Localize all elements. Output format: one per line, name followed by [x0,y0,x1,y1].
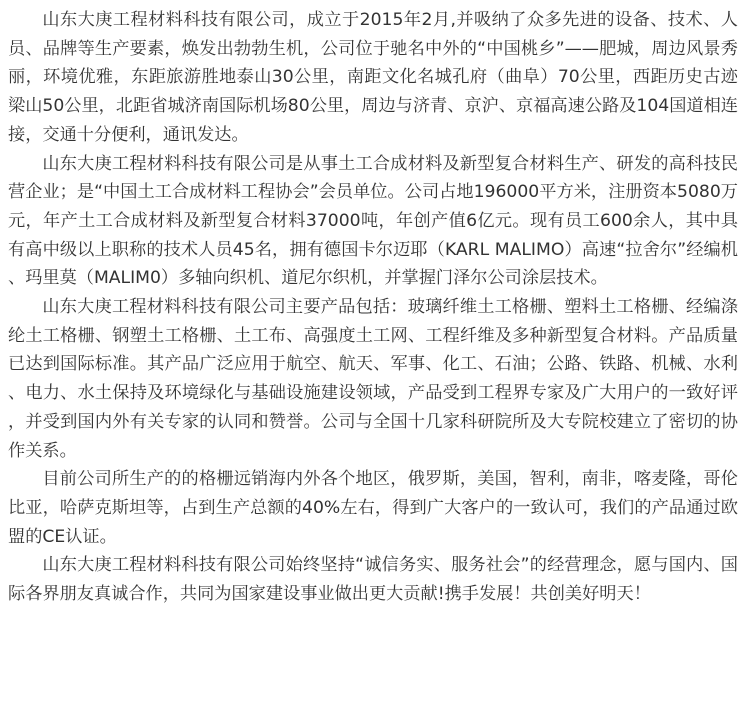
paragraph-company-founding: 山东大庚工程材料科技有限公司，成立于2015年2月,并吸纳了众多先进的设备、技术、人员、品牌等生产要素，焕发出勃勃生机，公司位于驰名中外的“中国桃乡”——肥城，周边风景秀丽，环境优雅，东距旅游胜地泰山30公里，南距文化名城孔府（曲阜）70公里，西距历史古迹梁山50公里，北距省城济南国际机场80公里，周边与济青、京沪、京福高速公路及104国道相连接，交通十分便利，通讯发达。 [8,10,738,145]
paragraph-company-business: 山东大庚工程材料科技有限公司是从事土工合成材料及新型复合材料生产、研发的高科技民营企业；是“中国土工合成材料工程协会”会员单位。公司占地196000平方米，注册资本5080万元，年产土工合成材料及新型复合材料37000吨，年创产值6亿元。现有员工600余人，其中具有高中级以上职称的技术人员45名，拥有德国卡尔迈耶（KARL MALIMO）高速“拉舍尔”经编机、玛里莫（MALIM0）多轴向织机、道尼尔织机，并掌握门泽尔公司涂层技术。 [8,153,738,289]
paragraph-main-products: 山东大庚工程材料科技有限公司主要产品包括：玻璃纤维土工格栅、塑料土工格栅、经编涤纶土工格栅、钢塑土工格栅、土工布、高强度土工网、工程纤维及多种新型复合材料。产品质量已达到国际标准。其产品广泛应用于航空、航天、军事、化工、石油；公路、铁路、机械、水利、电力、水土保持及环境绿化与基础设施建设领域，产品受到工程界专家及广大用户的一致好评，并受到国内外有关专家的认同和赞誉。公司与全国十几家科研院所及大专院校建立了密切的协作关系。 [8,297,738,461]
paragraph-business-philosophy: 山东大庚工程材料科技有限公司始终坚持“诚信务实、服务社会”的经营理念，愿与国内、国际各界朋友真诚合作，共同为国家建设事业做出更大贡献!携手发展！共创美好明天！ [8,555,738,605]
company-profile-text [8,6,738,609]
paragraph-export-markets: 目前公司所生产的的格栅远销海内外各个地区，俄罗斯，美国，智利，南非，喀麦隆，哥伦比亚，哈萨克斯坦等，占到生产总额的40%左右，得到广大客户的一致认可，我们的产品通过欧盟的CE认证。 [8,469,738,547]
